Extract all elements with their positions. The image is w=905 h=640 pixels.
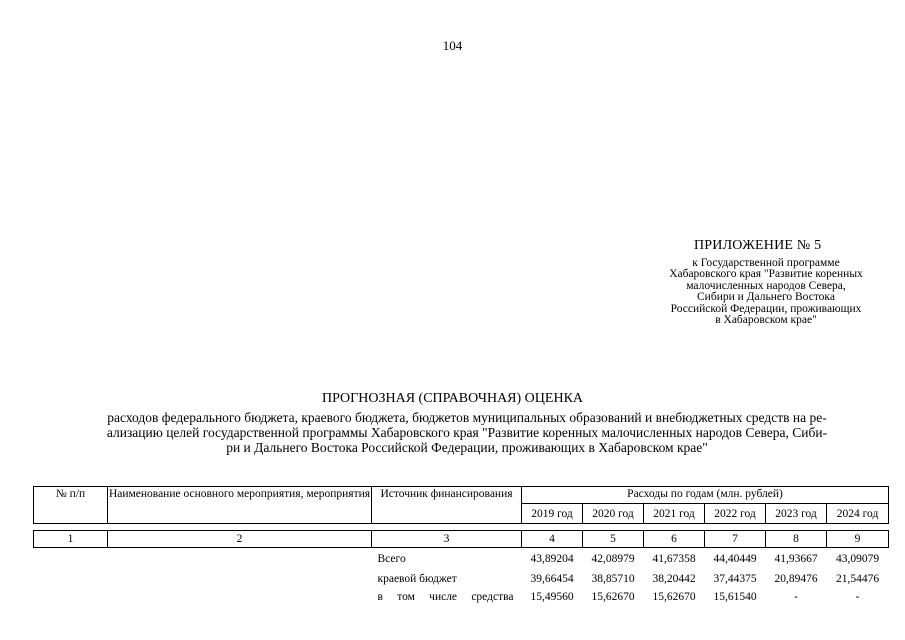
header-year: 2019 год: [522, 504, 583, 524]
table-cell: 39,66454: [530, 572, 574, 585]
appendix-reference: [650, 258, 882, 326]
appendix-line: Российской Федерации, проживающих: [670, 302, 862, 315]
column-number: 6: [644, 531, 705, 548]
row-num: [34, 548, 108, 570]
row-source-text: [378, 591, 514, 603]
table-cell: 38,85710: [591, 572, 635, 585]
document-title: ПРОГНОЗНАЯ (СПРАВОЧНАЯ) ОЦЕНКА: [321, 391, 584, 406]
table-cell: 15,61540: [713, 590, 757, 603]
table-cell: 38,20442: [652, 572, 696, 585]
table-cell: -: [855, 590, 860, 603]
table-cell: 43,09079: [835, 552, 880, 565]
table-cell: 21,54476: [835, 572, 880, 585]
header-source: Источник финансирования: [372, 487, 522, 524]
budget-table: [33, 486, 889, 606]
header-year: 2021 год: [644, 504, 705, 524]
table-cell: 15,62670: [591, 590, 635, 603]
header-gap: [34, 524, 889, 531]
table-cell: 15,62670: [652, 590, 696, 603]
header-expenses: Расходы по годам (млн. рублей): [522, 487, 889, 504]
column-number: 4: [522, 531, 583, 548]
appendix-line: к Государственной программе: [692, 257, 840, 269]
table-cell: -: [794, 590, 798, 603]
column-number: 7: [705, 531, 766, 548]
table-cell: 42,08979: [591, 552, 635, 565]
header-year: 2024 год: [827, 504, 889, 524]
header-num: № п/п: [34, 487, 108, 524]
header-year: 2023 год: [766, 504, 827, 524]
source-word: числе: [429, 590, 458, 603]
header-activity: Наименование основного мероприятия, мероприятия: [108, 487, 372, 524]
row-source: краевой бюджет: [377, 572, 457, 585]
column-number: 8: [766, 531, 827, 548]
column-number: 2: [108, 531, 372, 548]
subtitle-line: ализацию целей государственной программы Хабаровского края "Развитие коренных малочисленных народов Севера, Сиби-: [106, 425, 828, 440]
column-number: 5: [583, 531, 644, 548]
column-number: 9: [827, 531, 889, 548]
table-cell: 41,93667: [774, 552, 818, 565]
table-cell: 20,89476: [774, 572, 818, 585]
source-word: в: [377, 590, 383, 603]
source-word: средства: [471, 590, 514, 603]
column-number: 1: [34, 531, 108, 548]
row-activity: [108, 588, 372, 606]
page-number: 104: [442, 38, 463, 53]
row-source: Всего: [377, 552, 406, 565]
table-cell: 37,44375: [713, 572, 757, 585]
table-cell: 43,89204: [530, 552, 574, 565]
subtitle-line: ри и Дальнего Востока Российской Федерации, проживающих в Хабаровском крае": [226, 440, 708, 455]
subtitle-line: расходов федерального бюджета, краевого бюджета, бюджетов муниципальных образований и внебюджетных средств на ре-: [107, 410, 827, 425]
appendix-line: в Хабаровском крае": [715, 314, 817, 327]
row-num: [34, 570, 108, 588]
row-activity: [108, 548, 372, 570]
appendix-line: Сибири и Дальнего Востока: [697, 291, 835, 304]
source-word: том: [397, 590, 415, 603]
header-year: 2020 год: [583, 504, 644, 524]
table-cell: 44,40449: [713, 552, 757, 565]
header-year: 2022 год: [705, 504, 766, 524]
row-num: [34, 588, 108, 606]
appendix-line: Хабаровского края "Развитие коренных: [669, 268, 863, 281]
table-cell: 41,67358: [652, 552, 696, 565]
appendix-title: ПРИЛОЖЕНИЕ № 5: [694, 238, 822, 253]
column-number: 3: [372, 531, 522, 548]
document-subtitle: [62, 410, 872, 455]
appendix-line: малочисленных народов Севера,: [686, 279, 846, 292]
table-cell: 15,49560: [530, 590, 574, 603]
row-activity: [108, 570, 372, 588]
row-source: [372, 588, 522, 606]
